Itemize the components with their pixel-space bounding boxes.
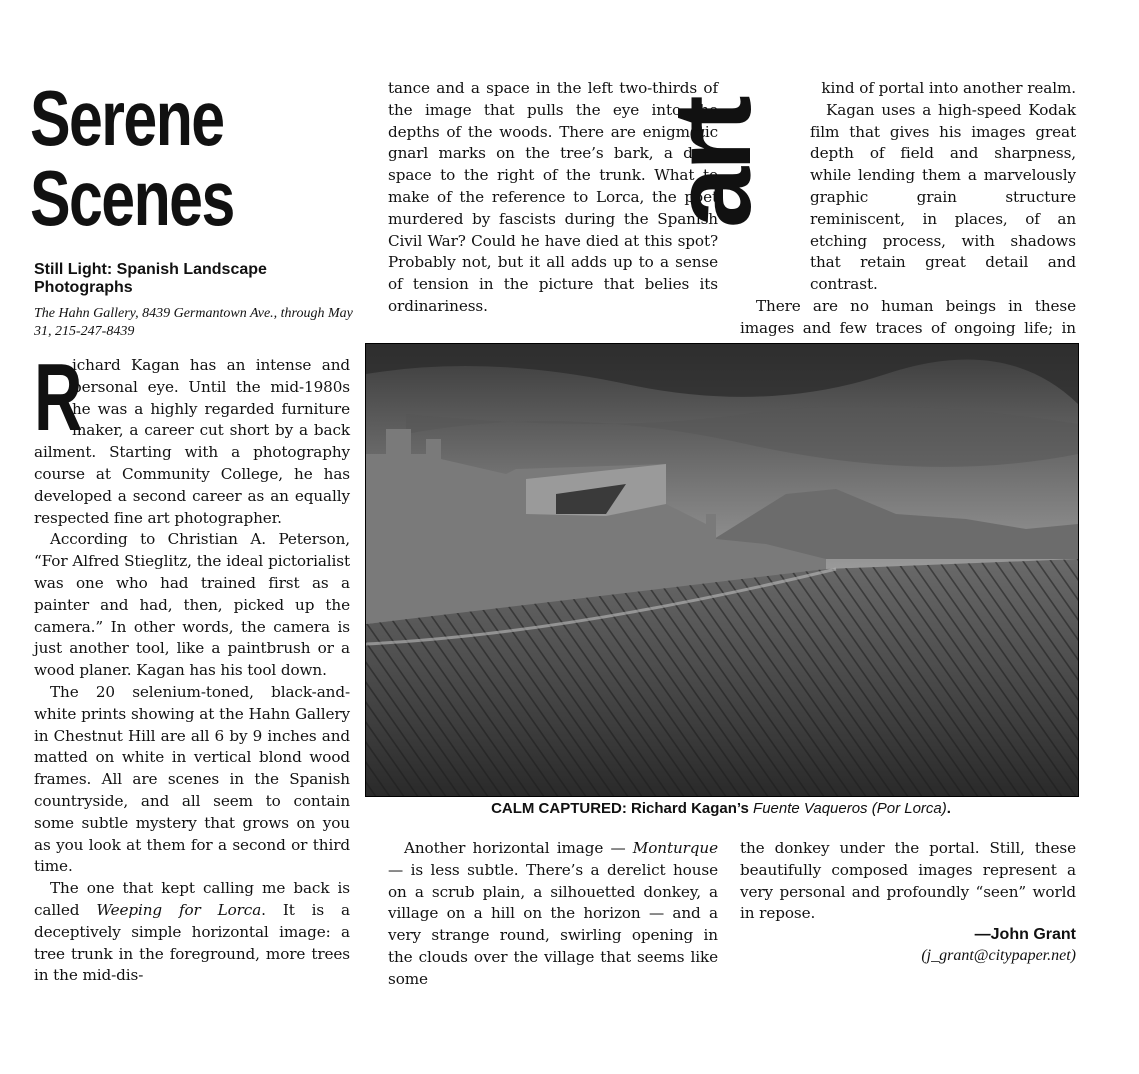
headline-line-1: Serene bbox=[30, 74, 224, 162]
article-column-3-bottom bbox=[740, 838, 1076, 925]
artwork-title-2: Monturque bbox=[632, 839, 718, 857]
photo-illustration bbox=[366, 344, 1078, 796]
paragraph-2: According to Christian A. Peterson, “For Alfred Stieglitz, the ideal pictorialist was one who had trained first as a painter and had, then, picked up the camera.” In other words, the camera is just another tool, like a paintbrush or a wood planer. Kagan has his tool down. bbox=[34, 530, 350, 680]
paragraph-5: tance and a space in the left two-thirds of the image that pulls the eye into the depths of the woods. There are enigmatic gnarl marks on the tree’s bark, a dark space to the right of the trunk. What to make of the reference to Lorca, the poet murdered by fascists during the Spanish Civil War? Could he have died at this spot? Probably not, but it all adds up to a sense of tension in the picture that belies its ordinariness. bbox=[388, 79, 718, 315]
paragraph-4 bbox=[34, 878, 350, 987]
show-title: Still Light: Spanish Landscape Photographs bbox=[34, 261, 267, 296]
paragraph-7: Kagan uses a high-speed Kodak film that gives his images great depth of field and sharpness, while lending them a marvelously graphic grain structure reminiscent, in places, of an etching process, with shadows that retain great detail and contrast. bbox=[810, 100, 1076, 294]
caption-lead: CALM CAPTURED: Richard Kagan’s bbox=[491, 800, 754, 817]
paragraph-8: There are no human beings in these images and few traces of ongoing life; in bbox=[740, 296, 1076, 337]
caption-photo-title: Fuente Vaqueros (Por Lorca) bbox=[753, 800, 947, 817]
paragraph-1 bbox=[34, 344, 350, 529]
landscape-photo bbox=[365, 343, 1079, 797]
caption-end: . bbox=[946, 800, 951, 817]
headline bbox=[30, 74, 234, 242]
photo-caption bbox=[365, 800, 1077, 817]
paragraph-10: the donkey under the portal. Still, these beautifully composed images represent a very personal and profoundly “seen” world in repose. bbox=[740, 839, 1076, 923]
paragraph-4-start: The one that kept calling me back is called bbox=[34, 879, 350, 919]
paragraph-9-start: Another horizontal image — bbox=[404, 839, 633, 857]
paragraph-3: The 20 selenium-toned, black-and-white prints showing at the Hahn Gallery in Chestnut Hill are all 6 by 9 inches and matted on white in vertical blond wood frames. All are scenes in the Spanish countryside, and all seem to contain some subtle mystery that grows on you as you look at them for a second or third time. bbox=[34, 682, 350, 876]
paragraph-6: kind of portal into another realm. bbox=[821, 79, 1076, 97]
paragraph-9-end: — is less subtle. There’s a derelict house on a scrub plain, a silhouetted donkey, a village on a hill on the horizon — and a very strange round, swirling opening in the clouds over the village that seems like some bbox=[388, 860, 718, 988]
paragraph-9 bbox=[388, 838, 718, 991]
article-column-3-top bbox=[740, 78, 1076, 361]
headline-line-2: Scenes bbox=[30, 154, 234, 242]
artwork-title: Weeping for Lorca bbox=[96, 900, 262, 919]
paragraph-4-end: . It is a deceptively simple horizontal image: a tree trunk in the foreground, more trees in the mid-dis- bbox=[34, 900, 350, 985]
show-venue-info: The Hahn Gallery, 8439 Germantown Ave., through May 31, 215-247-8439 bbox=[34, 306, 353, 339]
drop-cap: R bbox=[34, 344, 83, 451]
author-byline: —John Grant bbox=[974, 926, 1076, 943]
article-column-1 bbox=[34, 344, 350, 987]
author-email: (j_grant@citypaper.net) bbox=[921, 947, 1076, 964]
section-label-text: art bbox=[651, 99, 774, 228]
paragraph-1-text: ichard Kagan has an intense and personal eye. Until the mid-1980s he was a highly regarded furniture maker, a career cut short by a back ailment. Starting with a photography course at Community College, he has developed a second career as an equally respected fine art photographer. bbox=[34, 356, 350, 527]
article-column-2-bottom bbox=[388, 838, 718, 991]
